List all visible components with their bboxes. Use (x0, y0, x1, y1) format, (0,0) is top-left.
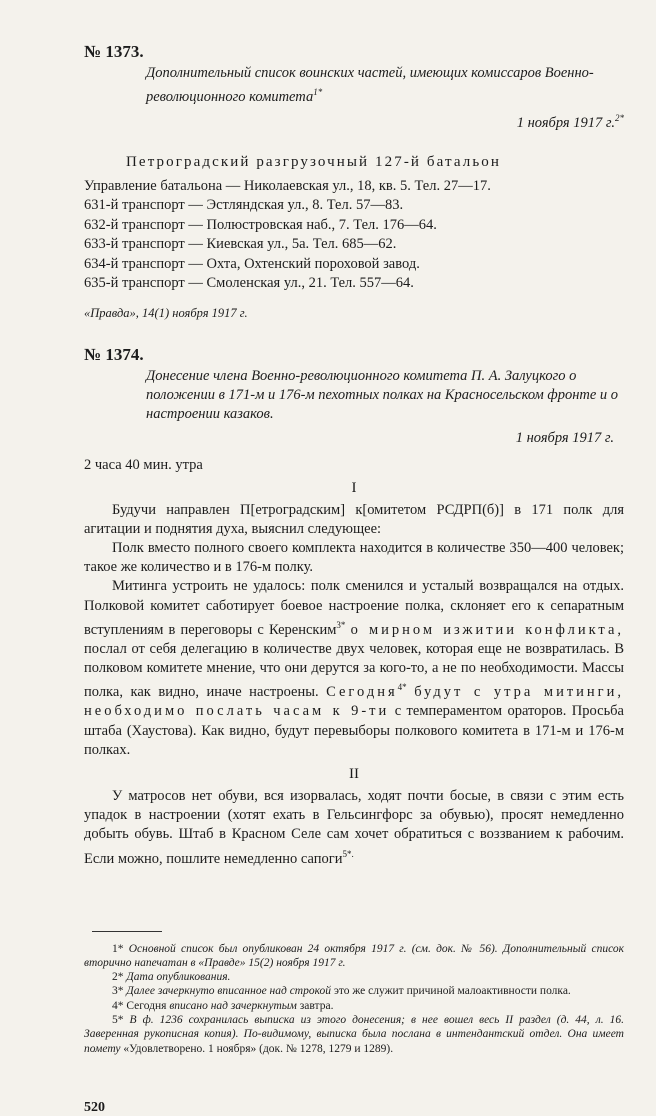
footnote-ref: 2* (615, 112, 624, 123)
doc-number: № 1374. (84, 344, 144, 364)
footnote: 1* Основной список был опубликован 24 октября 1917 г. (см. док. № 56). Дополнительный список вторично напечатан в «Правде» 15(2) ноября 1917 г. (84, 942, 625, 969)
time-line: 2 часа 40 мин. утра (84, 456, 203, 473)
footnote-ref: 3* (336, 619, 346, 630)
footnotes (84, 942, 624, 1056)
spaced-text: будут с утра митинги, необходимо послать часам к 9-ти (84, 684, 625, 720)
doc-date: 1 ноября 1917 г. (515, 429, 614, 446)
doc-date: 1 ноября 1917 г.$^{2*}$ (516, 112, 624, 131)
document-1374 (84, 345, 624, 869)
doc-title: Донесение члена Военно-революционного комитета П. А. Залуцкого о положении в 171-м и 176-м пехотных полках на Красносельском фронте и о настроении казаков. (146, 367, 619, 422)
footnote: 2* Дата опубликования. (112, 971, 231, 984)
page-number: 520 (84, 1099, 105, 1115)
spaced-text: Сегодня (326, 684, 398, 701)
footnote-ref: 4* (397, 682, 407, 693)
address-list (84, 177, 624, 294)
paragraph: Митинга устроить не удалось: полк сменился и усталый возвращался на отдых. Полковой комитет саботирует боевое настроение полка, склоняет его к сепаратным вступлениям в переговоры с Керенским$^{3*}$ о мирном изжитии конфликта, послал от себя делегацию в количестве двух человек, которая еще не возвратилась. В полковом комитете мнение, что они дерутся за кого-то, а не по необходимости. Массы полка, как видно, иначе настроены. Сегодня$^{4*}$ будут с утра митинги, необходимо послать часам к 9-ти с темпераментом ораторов. Просьба штаба (Хаустова). Как видно, будут перевыборы полкового комитета в 171-м и 176-м полках. (84, 578, 625, 758)
list-item: 633-й транспорт — Киевская ул., 5а. Тел. 685—62. (84, 236, 397, 253)
footnote-divider (92, 931, 162, 932)
spaced-text: о мирном изжитии конфликта, (350, 621, 625, 638)
list-item: 632-й транспорт — Полюстровская наб., 7. Тел. 176—64. (84, 216, 437, 233)
footnote: 4* Сегодня вписано над зачеркнутым завтра. (112, 999, 334, 1012)
section-number: II (349, 765, 359, 782)
source-note: «Правда», 14(1) ноября 1917 г. (84, 305, 248, 320)
unit-heading: Петроградский разгрузочный 127-й батальон (126, 153, 501, 170)
section-number: I (351, 479, 357, 496)
doc-number: № 1373. (84, 42, 144, 61)
list-item: 635-й транспорт — Смоленская ул., 21. Тел. 557—64. (84, 275, 414, 292)
footnote: 3* Далее зачеркнуто вписанное над строкой это же служит причиной малоактивности полка. (112, 985, 571, 998)
footnote-ref: 5*. (342, 848, 354, 859)
document-1373 (84, 42, 624, 321)
paragraph: Будучи направлен П[етроградским] к[омитетом РСДРП(б)] в 171 полк для агитации и поднятия духа, выяснил следующее: (84, 501, 624, 537)
footnote-ref: 1* (313, 87, 323, 97)
list-item: Управление батальона — Николаевская ул., 18, кв. 5. Тел. 27—17. (84, 177, 491, 194)
paragraph: Полк вместо полного своего комплекта находится в количестве 350—400 человек; такое же количество и в 176-м полку. (84, 540, 624, 576)
paragraph: У матросов нет обуви, вся изорвалась, ходят почти босые, в связи с этим есть упадок в настроении (хотят ехать в Гельсингфорс за обувью), просят немедленно добыть обувь. Штаб в Красном Селе сам хочет обратиться с воззванием к рабочим. Если можно, пошлите немедленно сапоги$^{5*.}$ (84, 787, 624, 867)
page (84, 42, 624, 1116)
doc-title: Дополнительный список воинских частей, имеющих комиссаров Военно-революционного комитета$^{1*}$ (146, 65, 594, 105)
list-item: 631-й транспорт — Эстляндская ул., 8. Тел. 57—83. (84, 197, 404, 214)
footnote: 5* В ф. 1236 сохранилась выписка из этого донесения; в нее вошел весь II раздел (д. 44, л. 16. Заверенная рукописная копия). По-видимому, выписка была послана в интендантский отдел. Она имеет помету «Удовлетворено. 1 ноября» (док. № 1278, 1279 и 1289). (84, 1014, 625, 1055)
list-item: 634-й транспорт — Охта, Охтенский пороховой завод. (84, 255, 420, 272)
